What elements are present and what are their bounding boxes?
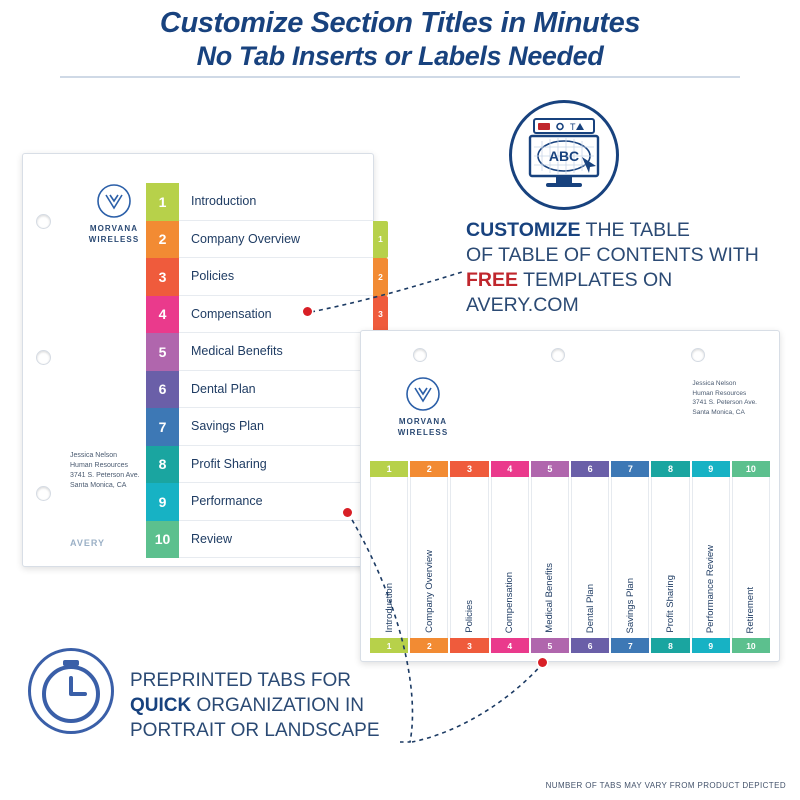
tab-title: Profit Sharing — [665, 575, 677, 633]
page-headline — [0, 0, 800, 72]
section-number: 7 — [146, 408, 179, 446]
address-name: Jessica Nelson — [692, 380, 737, 387]
section-title: Medical Benefits — [179, 333, 373, 371]
tab-column — [571, 461, 609, 653]
tab-title: Savings Plan — [624, 577, 636, 633]
tab-number-top: 8 — [651, 461, 689, 477]
section-number: 1 — [146, 183, 179, 221]
binder-hole — [36, 350, 51, 365]
preprinted-callout — [130, 668, 420, 743]
address-name: Jessica Nelson — [70, 452, 118, 459]
customize-word: CUSTOMIZE — [466, 219, 581, 241]
tab-body — [651, 477, 689, 638]
section-title: Introduction — [179, 183, 373, 221]
list-item — [146, 371, 373, 409]
tab-title: Performance Review — [705, 544, 717, 633]
tab-number-bottom: 3 — [450, 638, 488, 653]
tab-body — [531, 477, 569, 638]
section-number: 10 — [146, 521, 179, 559]
tab-body — [450, 477, 488, 638]
svg-text:ABC: ABC — [548, 148, 580, 164]
section-title: Profit Sharing — [179, 446, 373, 484]
quick-word: QUICK — [130, 695, 192, 716]
tab-number-bottom: 8 — [651, 638, 689, 653]
section-number: 6 — [146, 371, 179, 409]
company-logo — [71, 184, 157, 245]
tab-number-bottom: 10 — [732, 638, 770, 653]
tab-title: Company Overview — [423, 550, 435, 633]
address-street: 3741 S. Peterson Ave. — [70, 472, 140, 479]
tab-title: Retirement — [745, 586, 757, 633]
tab-number-top: 9 — [692, 461, 730, 477]
portrait-section-list — [146, 183, 383, 558]
tab-number-bottom: 2 — [410, 638, 448, 653]
tab-number-top: 6 — [571, 461, 609, 477]
tab-title: Medical Benefits — [544, 563, 556, 633]
address-city: Santa Monica, CA — [70, 482, 127, 489]
tab-column — [732, 461, 770, 653]
side-tab: 3 — [373, 296, 388, 334]
preprinted-rest-1: ORGANIZATION IN — [191, 695, 364, 716]
tab-column — [651, 461, 689, 653]
section-title: Policies — [179, 258, 373, 296]
clock-badge — [28, 648, 114, 734]
tab-body — [732, 477, 770, 638]
customize-callout — [466, 218, 776, 318]
address-dept: Human Resources — [692, 389, 747, 397]
tab-column — [692, 461, 730, 653]
tab-column — [410, 461, 448, 653]
address-street: 3741 S. Peterson Ave. — [692, 399, 757, 406]
avery-url: AVERY.COM — [466, 294, 579, 316]
portrait-divider-set — [22, 153, 383, 567]
tab-body — [410, 477, 448, 638]
tab-title: Introduction — [383, 583, 395, 633]
tab-body — [370, 477, 408, 638]
preprinted-line-1: PREPRINTED TABS FOR — [130, 670, 351, 691]
company-name-line-1: MORVANA — [89, 224, 139, 233]
headline-line-1: Customize Section Titles in Minutes — [159, 7, 641, 39]
svg-text:T: T — [570, 122, 576, 132]
tab-title: Compensation — [504, 571, 516, 633]
headline-line-2: No Tab Inserts or Labels Needed — [196, 41, 604, 71]
tab-column — [491, 461, 529, 653]
section-number: 3 — [146, 258, 179, 296]
free-word: FREE — [466, 269, 519, 291]
tab-title: Dental Plan — [584, 583, 596, 633]
callout-dot — [303, 307, 312, 316]
tab-number-bottom: 5 — [531, 638, 569, 653]
tab-title: Policies — [464, 600, 475, 633]
company-name-line-2: WIRELESS — [397, 428, 449, 437]
tab-number-top: 1 — [370, 461, 408, 477]
tab-body — [611, 477, 649, 638]
binder-hole — [36, 214, 51, 229]
side-tab: 2 — [373, 258, 388, 296]
side-tab: 1 — [373, 221, 388, 259]
morvana-mark-icon — [97, 184, 131, 218]
tab-column — [611, 461, 649, 653]
morvana-mark-icon — [406, 377, 440, 411]
headline-divider — [60, 76, 740, 78]
tab-number-top: 5 — [531, 461, 569, 477]
company-logo — [383, 377, 463, 438]
section-title: Company Overview — [179, 221, 373, 259]
customize-rest-1: THE TABLE — [580, 219, 690, 241]
landscape-tab-columns — [370, 461, 770, 653]
section-number: 8 — [146, 446, 179, 484]
section-title: Dental Plan — [179, 371, 373, 409]
tab-column — [531, 461, 569, 653]
list-item — [146, 446, 373, 484]
section-number: 4 — [146, 296, 179, 334]
tab-number-bottom: 4 — [491, 638, 529, 653]
company-name-line-2: WIRELESS — [88, 235, 140, 244]
footnote: NUMBER OF TABS MAY VARY FROM PRODUCT DEPICTED — [545, 781, 786, 790]
avery-logo: AVERY — [70, 538, 106, 548]
tab-number-bottom: 6 — [571, 638, 609, 653]
address-dept: Human Resources — [70, 462, 128, 469]
section-number: 2 — [146, 221, 179, 259]
list-item — [146, 408, 373, 446]
monitor-icon — [512, 103, 616, 207]
customize-rest-2: TEMPLATES ON — [518, 269, 673, 291]
tab-number-top: 10 — [732, 461, 770, 477]
binder-hole — [413, 348, 427, 362]
section-number: 9 — [146, 483, 179, 521]
tab-number-top: 2 — [410, 461, 448, 477]
list-item — [146, 521, 373, 559]
landscape-divider-set — [360, 330, 780, 662]
tab-body — [692, 477, 730, 638]
tab-number-top: 3 — [450, 461, 488, 477]
binder-hole — [691, 348, 705, 362]
company-name-line-1: MORVANA — [398, 417, 448, 426]
address-city: Santa Monica, CA — [692, 408, 745, 416]
binder-hole — [551, 348, 565, 362]
callout-dot — [538, 658, 547, 667]
section-title: Review — [179, 521, 373, 559]
tab-column — [450, 461, 488, 653]
section-title: Compensation — [179, 296, 373, 334]
tab-number-top: 4 — [491, 461, 529, 477]
address-block — [692, 379, 757, 417]
section-number: 5 — [146, 333, 179, 371]
section-title: Savings Plan — [179, 408, 373, 446]
tab-body — [491, 477, 529, 638]
tab-number-bottom: 9 — [692, 638, 730, 653]
list-item — [146, 483, 373, 521]
list-item — [146, 333, 373, 371]
tab-number-bottom: 7 — [611, 638, 649, 653]
customize-line-2: OF TABLE OF CONTENTS WITH — [466, 244, 759, 266]
monitor-badge — [509, 100, 619, 210]
tab-number-bottom: 1 — [370, 638, 408, 653]
tab-column — [370, 461, 408, 653]
section-title: Performance — [179, 483, 373, 521]
tab-number-top: 7 — [611, 461, 649, 477]
binder-hole — [36, 486, 51, 501]
list-item — [146, 296, 373, 334]
preprinted-line-2: PORTRAIT OR LANDSCAPE — [130, 720, 380, 741]
tab-body — [571, 477, 609, 638]
clock-icon — [31, 651, 111, 731]
callout-dot — [343, 508, 352, 517]
address-block — [70, 451, 140, 491]
